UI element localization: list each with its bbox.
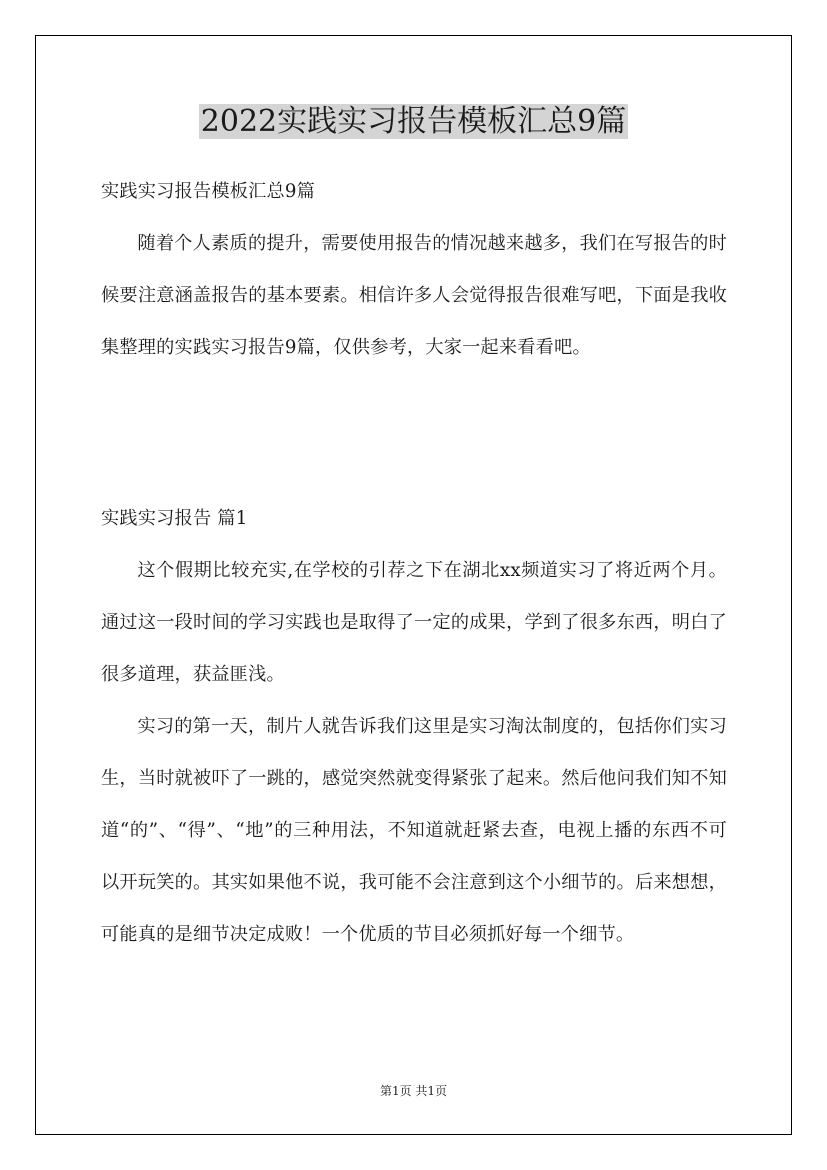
intro-section	[101, 166, 727, 374]
document-subtitle: 实践实习报告模板汇总9篇	[101, 181, 316, 202]
document-title-text: 2022实践实习报告模板汇总9篇	[200, 104, 627, 139]
section-1	[101, 493, 727, 961]
section-heading: 实践实习报告 篇1	[101, 508, 248, 529]
intro-paragraph: 随着个人素质的提升，需要使用报告的情况越来越多，我们在写报告的时候要注意涵盖报告的基本要素。相信许多人会觉得报告很难写吧，下面是我收集整理的实践实习报告9篇，仅供参考，大家一起来看看吧。	[101, 233, 727, 358]
section-paragraph-1: 这个假期比较充实,在学校的引荐之下在湖北xx频道实习了将近两个月。通过这一段时间的学习实践也是取得了一定的成果，学到了很多东西，明白了很多道理，获益匪浅。	[101, 560, 727, 685]
page-footer	[0, 1082, 827, 1100]
document-title	[0, 100, 827, 144]
section-paragraph-2: 实习的第一天，制片人就告诉我们这里是实习淘汰制度的，包括你们实习生，当时就被吓了一跳的，感觉突然就变得紧张了起来。然后他问我们知不知道“的”、“得”、“地”的三种用法，不知道就赶紧去查，电视上播的东西不可以开玩笑的。其实如果他不说，我可能不会注意到这个小细节的。后来想想，可能真的是细节决定成败！一个优质的节目必须抓好每一个细节。	[101, 716, 727, 945]
page-indicator: 第1页 共1页	[379, 1084, 448, 1098]
